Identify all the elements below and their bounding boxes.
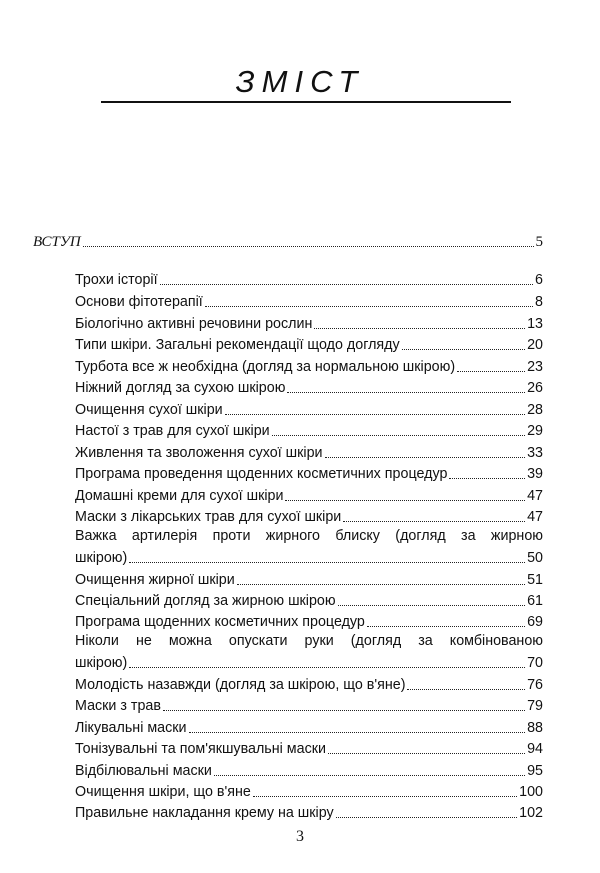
dot-leader <box>189 732 526 733</box>
toc-entry-page: 39 <box>527 466 543 482</box>
toc-entry-page: 6 <box>535 272 543 288</box>
toc-entry-label: Живлення та зволоження сухої шкіри <box>75 445 323 461</box>
dot-leader <box>287 392 525 393</box>
toc-entry-label: Програма щоденних косметичних процедур <box>75 614 365 630</box>
dot-leader <box>253 796 517 797</box>
toc-entry-label: Трохи історії <box>75 272 158 288</box>
toc-entry[interactable] <box>75 316 543 332</box>
toc-entry-label: Очищення сухої шкіри <box>75 402 223 418</box>
toc-entry-label: ВСТУП <box>33 234 81 250</box>
toc-entry-page: 69 <box>527 614 543 630</box>
dot-leader <box>402 349 525 350</box>
toc-entry-page: 100 <box>519 784 543 800</box>
dot-leader <box>83 246 534 247</box>
toc-entry-page: 23 <box>527 359 543 375</box>
toc-entry[interactable] <box>75 633 543 671</box>
toc-entry[interactable] <box>75 488 543 504</box>
toc-entry-page: 76 <box>527 677 543 693</box>
toc-entry-page: 47 <box>527 488 543 504</box>
dot-leader <box>285 500 525 501</box>
toc-entry-label: Маски з лікарських трав для сухої шкіри <box>75 509 342 525</box>
dot-leader <box>325 457 526 458</box>
toc-entry-page: 29 <box>527 423 543 439</box>
toc-entry-label: Типи шкіри. Загальні рекомендації щодо догляду <box>75 337 400 353</box>
toc-entry-label: шкірою) <box>75 550 128 566</box>
toc-entry-label: Тонізувальні та пом'якшувальні маски <box>75 741 326 757</box>
toc-entry-page: 51 <box>527 572 543 588</box>
toc-entry-page: 8 <box>535 294 543 310</box>
toc-entry-label: Лікувальні маски <box>75 720 187 736</box>
toc-entry-page: 33 <box>527 445 543 461</box>
toc-entry-label-line1: Важка артилерія проти жирного блиску (догляд за жирною <box>75 528 543 544</box>
toc-entry-page: 102 <box>519 805 543 821</box>
dot-leader <box>160 284 534 285</box>
toc-entry[interactable] <box>75 423 543 439</box>
dot-leader <box>407 689 525 690</box>
dot-leader <box>367 626 525 627</box>
dot-leader <box>129 667 525 668</box>
dot-leader <box>163 710 525 711</box>
toc-entry[interactable] <box>75 741 543 757</box>
toc-entry-label: Ніжний догляд за сухою шкірою <box>75 380 286 396</box>
toc-entry[interactable] <box>75 677 543 693</box>
toc-entry[interactable] <box>75 698 543 714</box>
toc-entry[interactable] <box>75 445 543 461</box>
page-title: ЗМІСТ <box>235 64 365 99</box>
toc-entry-label: Основи фітотерапії <box>75 294 203 310</box>
dot-leader <box>214 775 525 776</box>
toc-entry-page: 61 <box>527 593 543 609</box>
page-number: 3 <box>296 828 304 845</box>
toc-entry-label-line1: Ніколи не можна опускати руки (догляд за комбінованою <box>75 633 543 649</box>
toc-entry-label: Очищення шкіри, що в'яне <box>75 784 251 800</box>
toc-entry-page: 13 <box>527 316 543 332</box>
toc-entry-page: 79 <box>527 698 543 714</box>
toc-entry-label: Спеціальний догляд за жирною шкірою <box>75 593 336 609</box>
toc-entry[interactable] <box>75 380 543 396</box>
toc-entry[interactable] <box>75 359 543 375</box>
dot-leader <box>237 584 525 585</box>
dot-leader <box>457 371 525 372</box>
toc-entry-label: Настої з трав для сухої шкіри <box>75 423 270 439</box>
toc-entry-label: Маски з трав <box>75 698 161 714</box>
toc-entry-page: 88 <box>527 720 543 736</box>
dot-leader <box>205 306 533 307</box>
toc-entry[interactable] <box>75 593 543 609</box>
dot-leader <box>272 435 525 436</box>
toc-entry[interactable] <box>75 466 543 482</box>
dot-leader <box>314 328 525 329</box>
toc-entry[interactable] <box>75 784 543 800</box>
toc-entry[interactable] <box>75 402 543 418</box>
toc-entry-label: Відбілювальні маски <box>75 763 212 779</box>
toc-entry-label: Програма проведення щоденних косметичних процедур <box>75 466 448 482</box>
dot-leader <box>449 478 525 479</box>
toc-entry-label: Біологічно активні речовини рослин <box>75 316 313 332</box>
toc-entry-label: Очищення жирної шкіри <box>75 572 235 588</box>
toc-entry-page: 47 <box>527 509 543 525</box>
toc-entry-intro[interactable] <box>33 234 543 250</box>
dot-leader <box>343 521 525 522</box>
toc-entry[interactable] <box>75 272 543 288</box>
toc-entry-page: 50 <box>527 550 543 566</box>
toc-entry[interactable] <box>75 509 543 525</box>
toc-entry-label: Турбота все ж необхідна (догляд за нормальною шкірою) <box>75 359 456 375</box>
toc-entry[interactable] <box>75 337 543 353</box>
dot-leader <box>338 605 525 606</box>
toc-entry[interactable] <box>75 528 543 566</box>
toc-entry-label: Правильне накладання крему на шкіру <box>75 805 334 821</box>
dot-leader <box>225 414 525 415</box>
dot-leader <box>129 562 525 563</box>
toc-entry[interactable] <box>75 805 543 821</box>
toc-entry-page: 28 <box>527 402 543 418</box>
toc-entry-page: 95 <box>527 763 543 779</box>
toc-entry-label: шкірою) <box>75 655 128 671</box>
toc-entry-page: 26 <box>527 380 543 396</box>
toc-entry[interactable] <box>75 614 543 630</box>
title-underline <box>101 101 511 103</box>
toc-entry-page: 20 <box>527 337 543 353</box>
toc-entry-label: Домашні креми для сухої шкіри <box>75 488 284 504</box>
dot-leader <box>328 753 525 754</box>
dot-leader <box>336 817 517 818</box>
toc-entry[interactable] <box>75 763 543 779</box>
toc-entry-label: Молодість назавжди (догляд за шкірою, що в'яне) <box>75 677 406 693</box>
toc-entry-page: 5 <box>535 234 543 250</box>
toc-entry-page: 94 <box>527 741 543 757</box>
toc-entry-page: 70 <box>527 655 543 671</box>
toc-entry[interactable] <box>75 720 543 736</box>
toc-entry[interactable] <box>75 294 543 310</box>
toc-entry[interactable] <box>75 572 543 588</box>
